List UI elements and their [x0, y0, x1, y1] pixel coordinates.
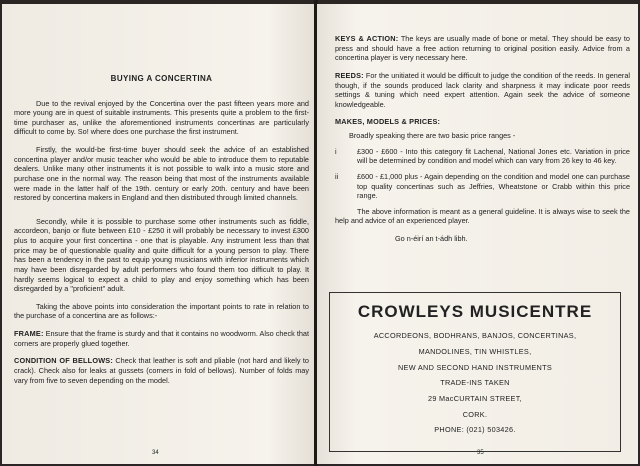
- article-heading: BUYING A CONCERTINA: [110, 74, 213, 83]
- keys-label: KEYS & ACTION:: [335, 34, 399, 43]
- price-range-number: ii: [335, 171, 339, 181]
- makes-intro: Broadly speaking there are two basic price ranges -: [349, 131, 516, 140]
- price-range-item: [335, 172, 630, 201]
- paragraph-intro: Due to the revival enjoyed by the Concertina over the past fifteen years more and more young are in quest of suitable instruments. This presents quite a problem to the first-time purchaser as, unlike the aforementioned instruments concertinas are particularly difficult to come by. So! where does one purchase the first instrument.: [14, 98, 309, 137]
- reeds-text: For the unitiated it would be difficult to judge the condition of the reeds. In general though, if the sounds produced lack clarity and sharpness it may indicate poor reeds settings & tuning which need expert attention. Again seek the advice of someone knowledgeable.: [335, 70, 630, 109]
- advert-line: TRADE-INS TAKEN: [440, 378, 510, 388]
- paragraph-firstly: Firstly, the would-be first-time buyer should seek the advice of an established concertina player and/or music teacher who would be able to introduce them to reputable dealers. Unlike many other instruments it is not possible to walk into a music store and purchase one in the normal way. The reason being that most of the instruments available were made in the latter half of the 19th. century or early 20th. century and have been restored by concertina makers in England and then distributed through limited channels.: [14, 145, 309, 203]
- advert-business-name: CROWLEYS MUSICENTRE: [357, 302, 593, 321]
- advert-phone: PHONE: (021) 503426.: [434, 425, 516, 435]
- paragraph-secondly: Secondly, while it is possible to purchase some other instruments such as fiddle, accordeon, banjo or flute between £10 - £250 it will probably be necessary to invest £300 plus to acquire your first concertina - one that is playable. Any instrument less than that price may be of questionable quality and quite difficult for a young person to play. There has been a tendency in the past to equip young musicians with inferior instruments which may have been disregarded by adult performers who found them too difficult to play. It hardly seems logical to expect a child to play and enjoy something which has been disregarded by a "proficient" adult.: [14, 216, 309, 294]
- irish-blessing: Go n-éirí an t-ádh libh.: [395, 234, 468, 243]
- keys-text: The keys are usually made of bone or metal. They should be easy to press and should have a free action returning to original position easily. Advice from a concertina player is very necessary here.: [335, 34, 630, 63]
- right-page: [317, 4, 638, 464]
- left-page-content: [14, 74, 309, 393]
- keys-section: [335, 34, 630, 63]
- reeds-label: REEDS:: [335, 70, 364, 80]
- bellows-section: [14, 356, 309, 385]
- price-range-text: £300 - £600 - Into this category fit Lachenal, National Jones etc. Variation in price will be determined by condition and model which can vary from 26 key to 46 key.: [357, 146, 630, 166]
- price-range-number: i: [335, 146, 337, 156]
- frame-label: FRAME:: [14, 329, 44, 339]
- guideline-note: The above information is meant as a general guideline. It is always wise to seek the help and advice of an experienced player.: [335, 206, 630, 226]
- frame-section: [14, 329, 309, 348]
- advert-line: ACCORDEONS, BODHRANS, BANJOS, CONCERTINAS,: [373, 331, 577, 341]
- crowleys-advert: [329, 292, 621, 452]
- frame-text: Ensure that the frame is sturdy and that it contains no woodworm. Also check that corners are properly glued together.: [14, 329, 310, 348]
- makes-title: MAKES, MODELS & PRICES:: [335, 117, 441, 127]
- advert-line: MANDOLINES, TIN WHISTLES,: [418, 347, 532, 357]
- bellows-label: CONDITION OF BELLOWS:: [14, 356, 113, 366]
- page-number-right: 35: [477, 450, 484, 457]
- price-range-text: £600 - £1,000 plus - Again depending on the condition and model one can purchase top quality concertinas such as Jeffries, Wheatstone or Crabb within this price range.: [357, 171, 630, 201]
- advert-line: NEW AND SECOND HAND INSTRUMENTS: [397, 362, 553, 372]
- paragraph-points: Taking the above points into consideration the important points to rate in relation to the purchase of a concertina are as follows:-: [14, 301, 309, 321]
- advert-city: CORK.: [462, 409, 488, 419]
- advert-address: 29 MacCURTAIN STREET,: [427, 393, 522, 403]
- price-range-item: [335, 147, 630, 166]
- left-page: [2, 4, 315, 464]
- reeds-section: [335, 71, 630, 110]
- right-page-content: [335, 34, 630, 244]
- page-number-left: 34: [152, 450, 159, 457]
- bellows-text: Check that leather is soft and pliable (not hard and likely to crack). Check also for leaks at gussets (corners in fold of bellows). Number of folds may vary from five to seven depending on the model.: [14, 356, 309, 385]
